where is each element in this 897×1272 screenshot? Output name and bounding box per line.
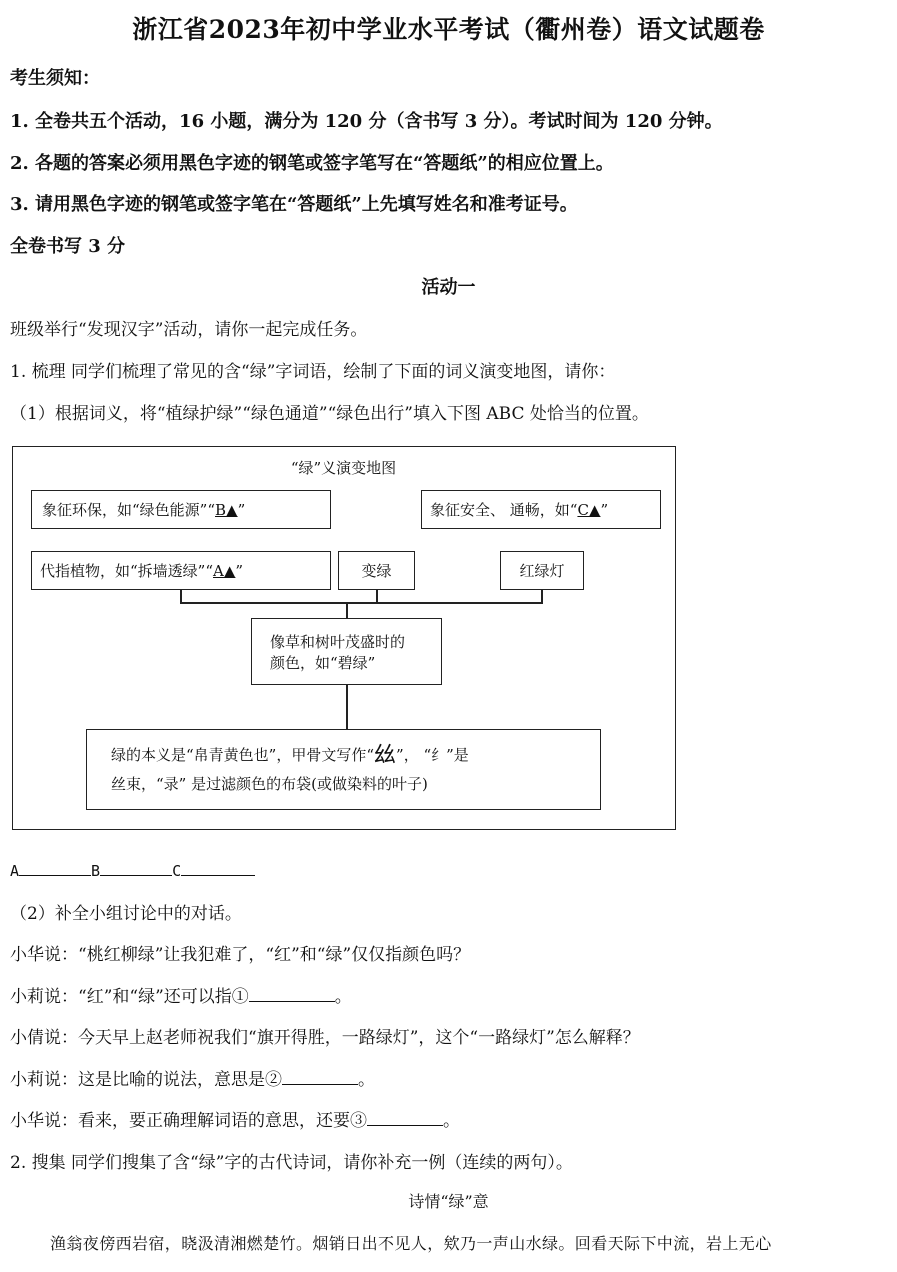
origin-line-2: 丝束，“录” 是过滤颜色的布袋(或做染料的叶子) bbox=[111, 775, 428, 793]
question-1: 1. 梳理 同学们梳理了常见的含“绿”字词语，绘制了下面的词义演变地图，请你： bbox=[10, 362, 616, 382]
diagram-title: “绿”义演变地图 bbox=[290, 459, 397, 477]
dialog-line-5: 小华说：看来，要正确理解词语的意思，还要③ 。 bbox=[10, 1111, 460, 1131]
connector bbox=[346, 602, 348, 618]
activity-intro: 班级举行“发现汉字”活动，请你一起完成任务。 bbox=[10, 320, 368, 340]
dialog-line-4: 小莉说：这是比喻的说法，意思是② 。 bbox=[10, 1070, 375, 1090]
origin-line-1b: ”， “纟”是 bbox=[396, 746, 469, 764]
notice-item-3: 3. 请用黑色字迹的钢笔或签字笔在“答题纸”上先填写姓名和准考证号。 bbox=[10, 194, 578, 215]
blank-b-label: B bbox=[91, 862, 101, 880]
oracle-bone-glyph: 𢆶 bbox=[374, 743, 397, 768]
answer-blanks bbox=[10, 859, 255, 880]
box-traffic-light: 红绿灯 bbox=[500, 551, 584, 590]
poem-title: 诗情“绿”意 bbox=[408, 1192, 489, 1211]
box-turn-green: 变绿 bbox=[338, 551, 415, 590]
question-2: 2. 搜集 同学们搜集了含“绿”字的古代诗词，请你补充一例（连续的两句）。 bbox=[10, 1153, 573, 1173]
blank-a-label: A bbox=[10, 862, 20, 880]
notice-heading: 考生须知： bbox=[10, 68, 100, 89]
writing-score-note: 全卷书写 3 分 bbox=[10, 236, 126, 257]
activity-heading: 活动一 bbox=[421, 277, 476, 298]
box-c-mark: C▲ bbox=[577, 500, 601, 519]
box-grass-line-2: 颜色，如“碧绿” bbox=[270, 653, 376, 672]
box-c-prefix: 象征安全、 通畅，如“ bbox=[430, 501, 578, 519]
page-title: 浙江省2023年初中学业水平考试（衢州卷）语文试题卷 bbox=[132, 15, 765, 44]
box-b-environment bbox=[31, 490, 331, 529]
box-a-suffix: ” bbox=[235, 561, 244, 580]
box-c-suffix: ” bbox=[600, 500, 609, 519]
blank-c[interactable] bbox=[181, 859, 255, 876]
blank-a[interactable] bbox=[19, 859, 91, 876]
blank-1[interactable] bbox=[249, 985, 335, 1002]
blank-2[interactable] bbox=[282, 1068, 358, 1085]
question-1-1: （1）根据词义，将“植绿护绿”“绿色通道”“绿色出行”填入下图 ABC 处恰当的位置。 bbox=[10, 404, 649, 424]
box-original-meaning bbox=[86, 729, 601, 810]
origin-line-1a: 绿的本义是“帛青黄色也”，甲骨文写作“ bbox=[111, 746, 375, 764]
box-a-mark: A▲ bbox=[213, 561, 236, 580]
blank-3[interactable] bbox=[367, 1109, 443, 1126]
dialog-line-1: 小华说：“桃红柳绿”让我犯难了，“红”和“绿”仅仅指颜色吗？ bbox=[10, 945, 471, 965]
box-a-prefix: 代指植物，如“拆墙透绿”“ bbox=[40, 562, 214, 580]
question-1-2: （2）补全小组讨论中的对话。 bbox=[10, 904, 242, 924]
box-b-prefix: 象征环保，如“绿色能源”“ bbox=[42, 501, 216, 519]
box-grass-color bbox=[251, 618, 442, 685]
connector bbox=[180, 602, 543, 604]
box-b-mark: B▲ bbox=[215, 500, 238, 519]
dialog-line-2: 小莉说：“红”和“绿”还可以指① 。 bbox=[10, 987, 352, 1007]
poem-line: 渔翁夜傍西岩宿，晓汲清湘燃楚竹。烟销日出不见人，欸乃一声山水绿。回看天际下中流，岩上无心 bbox=[50, 1234, 772, 1253]
box-b-suffix: ” bbox=[237, 500, 246, 519]
dialog-line-3: 小倩说：今天早上赵老师祝我们“旗开得胜，一路绿灯”，这个“一路绿灯”怎么解释？ bbox=[10, 1028, 640, 1048]
box-grass-line-1: 像草和树叶茂盛时的 bbox=[270, 632, 406, 651]
box-a-plants bbox=[31, 551, 331, 590]
box-c-safety bbox=[421, 490, 661, 529]
blank-c-label: C bbox=[172, 862, 182, 880]
connector bbox=[346, 685, 348, 729]
notice-item-2: 2. 各题的答案必须用黑色字迹的钢笔或签字笔写在“答题纸”的相应位置上。 bbox=[10, 153, 614, 174]
meaning-evolution-diagram bbox=[12, 446, 676, 830]
blank-b[interactable] bbox=[100, 859, 172, 876]
notice-item-1: 1. 全卷共五个活动，16 小题，满分为 120 分（含书写 3 分）。考试时间为 120 分钟。 bbox=[10, 111, 723, 132]
